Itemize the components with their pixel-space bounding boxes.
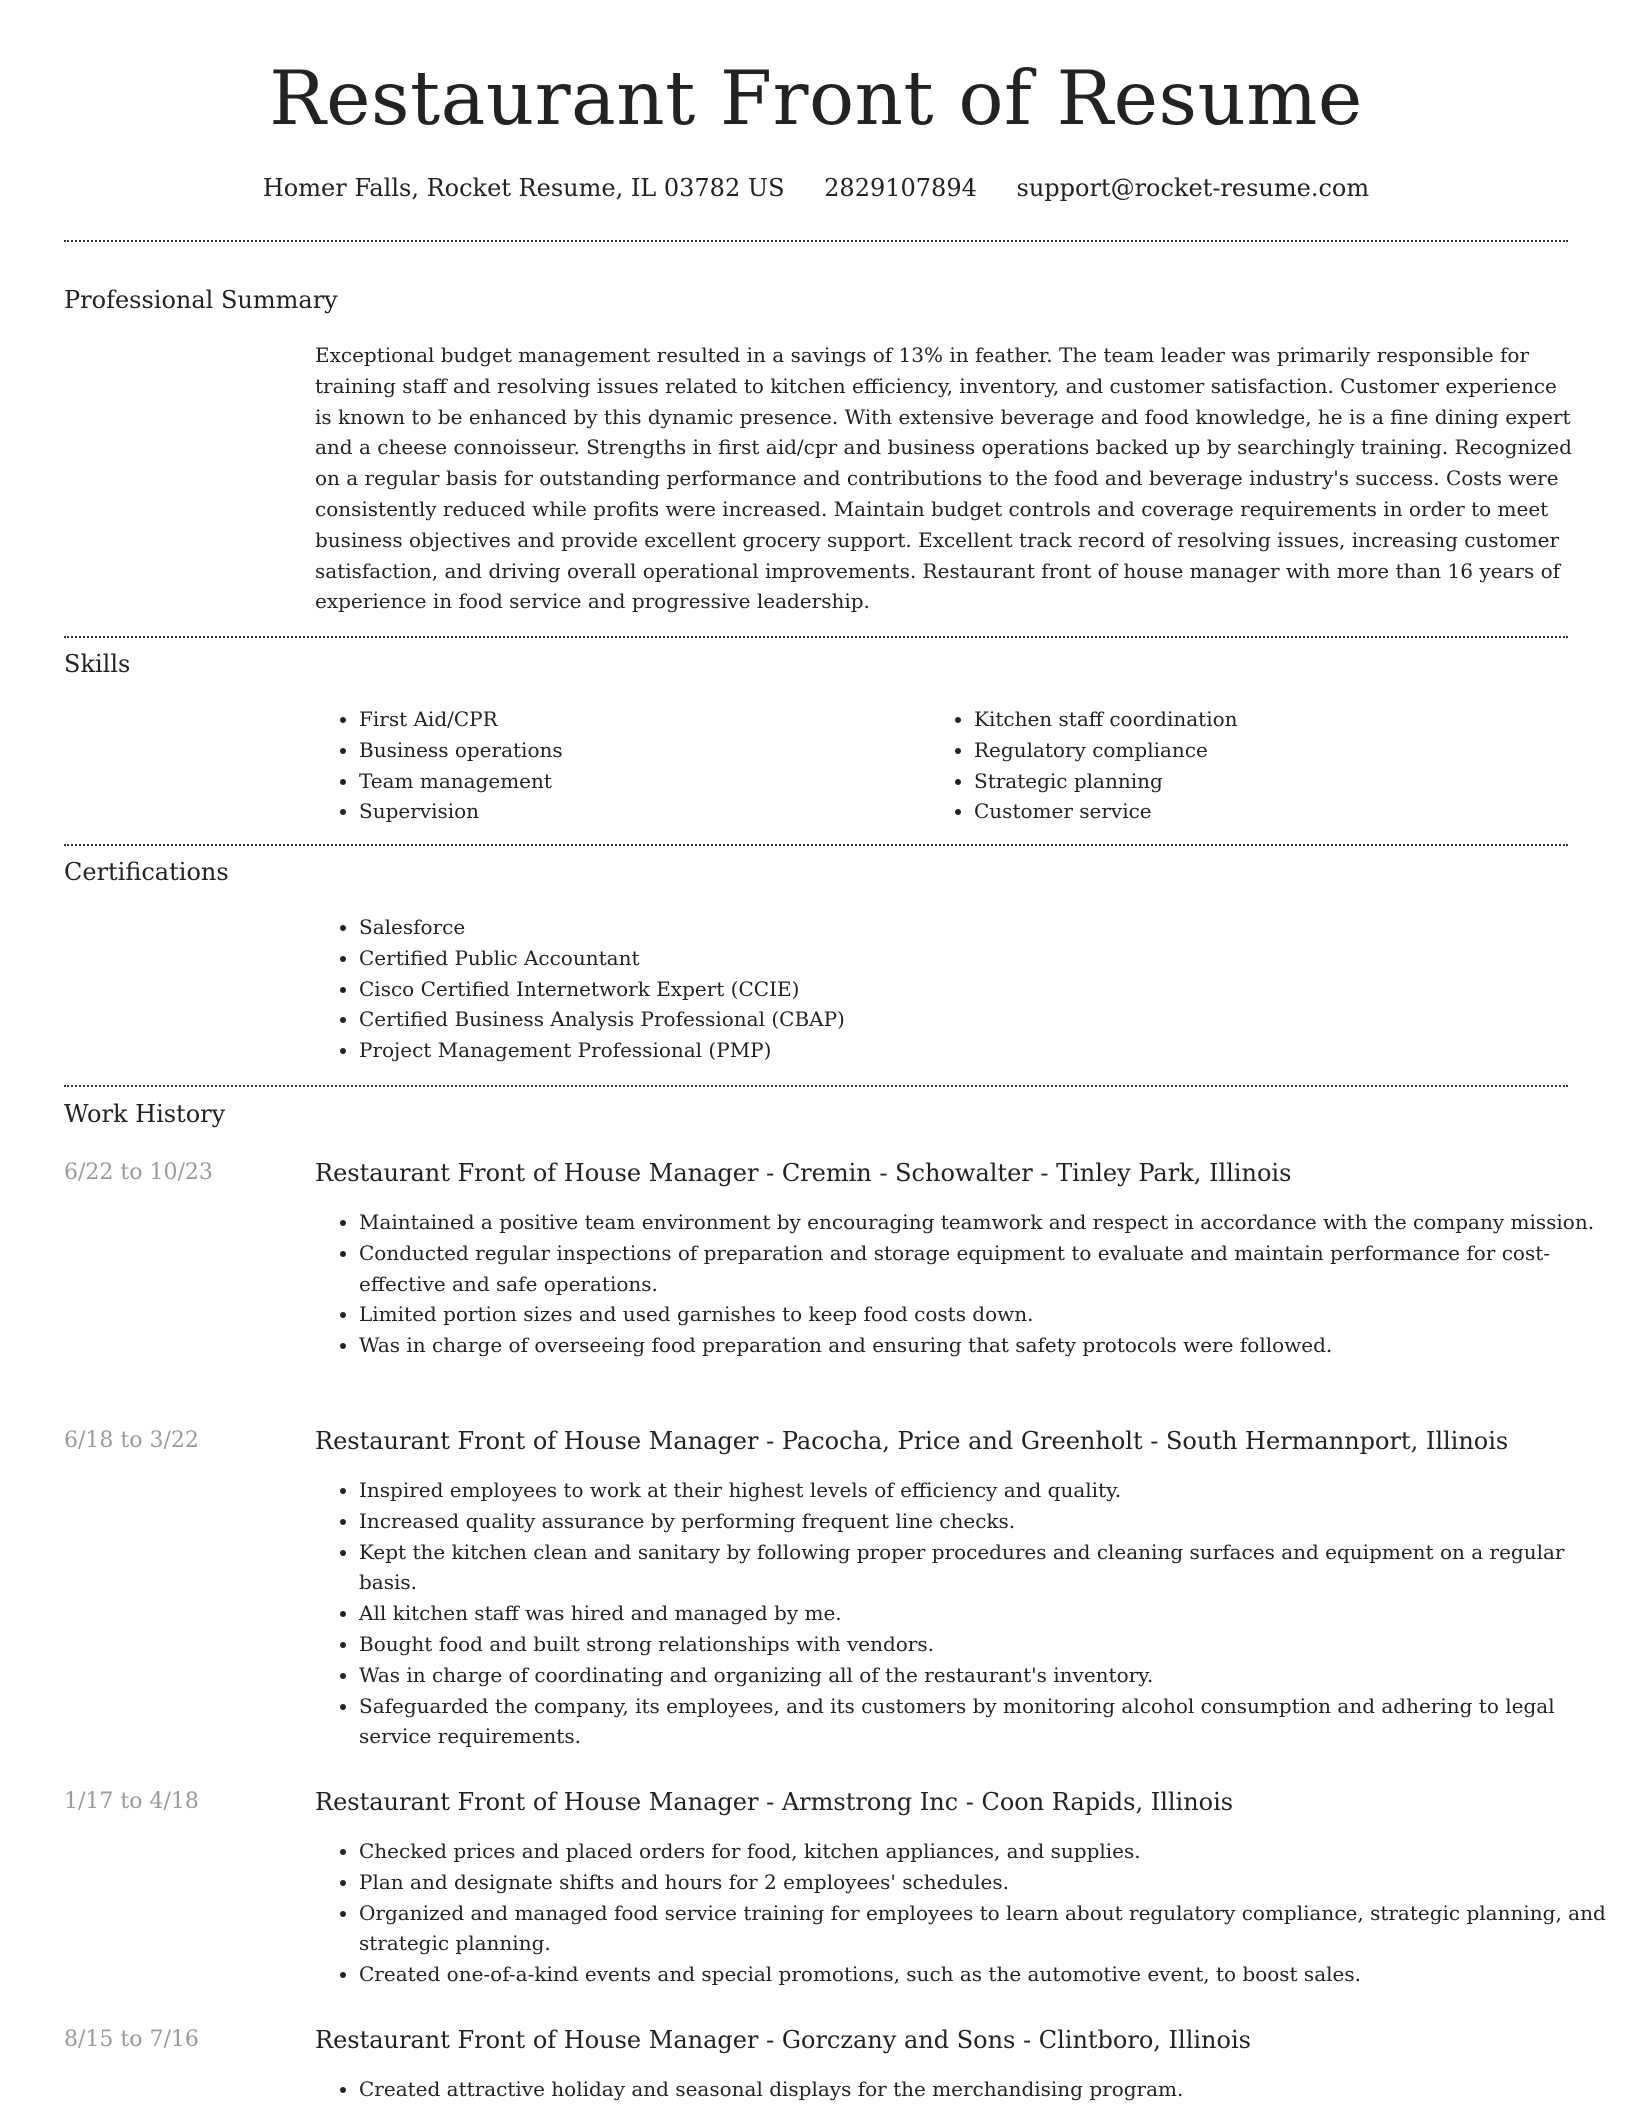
job-bullet: • Was in charge of overseeing food preparation and ensuring that safety protocols were followed. [359, 1330, 1617, 1361]
job-title: Restaurant Front of House Manager - Cremin - Schowalter - Tinley Park, Illinois [315, 1159, 1292, 1187]
job-dates: 6/18 to 3/22 [64, 1428, 199, 1453]
contact-line [0, 172, 1632, 204]
job-bullets [315, 1475, 1617, 1752]
job-bullet: • Limited portion sizes and used garnishes to keep food costs down. [359, 1299, 1617, 1330]
skills-list-left [315, 704, 919, 827]
skill-item: • Business operations [359, 735, 919, 766]
skills-heading: Skills [64, 650, 131, 678]
certifications-list [315, 912, 1559, 1066]
job-bullet: • Maintained a positive team environment by encouraging teamwork and respect in accordance with the company mission. [359, 1207, 1617, 1238]
job-bullet: • Was in charge of coordinating and organizing all of the restaurant's inventory. [359, 1660, 1617, 1691]
summary-heading: Professional Summary [64, 286, 338, 314]
job-bullet: • Increased quality assurance by performing frequent line checks. [359, 1506, 1617, 1537]
job-bullet: • Organized and managed food service training for employees to learn about regulatory compliance, strategic planning, and strategic planning. [359, 1898, 1617, 1960]
skill-item: • Kitchen staff coordination [974, 704, 1574, 735]
job-dates: 8/15 to 7/16 [64, 2027, 199, 2052]
job-bullet: • Plan and designate shifts and hours for 2 employees' schedules. [359, 1867, 1617, 1898]
certification-item: • Certified Public Accountant [359, 943, 1559, 974]
skill-item: • Customer service [974, 796, 1574, 827]
resume-name: Restaurant Front of Resume [269, 54, 1363, 142]
job-dates: 6/22 to 10/23 [64, 1160, 213, 1185]
job-bullet: • All kitchen staff was hired and managed by me. [359, 1598, 1617, 1629]
contact-address: Homer Falls, Rocket Resume, IL 03782 US [262, 174, 785, 202]
certification-item: • Cisco Certified Internetwork Expert (CCIE) [359, 974, 1559, 1005]
contact-email: support@rocket-resume.com [1016, 174, 1370, 202]
job-bullet: • Created attractive holiday and seasonal displays for the merchandising program. [359, 2074, 1617, 2105]
job-title: Restaurant Front of House Manager - Pacocha, Price and Greenholt - South Hermannport, Illinois [315, 1427, 1509, 1455]
skill-item: • Supervision [359, 796, 919, 827]
divider [64, 844, 1568, 846]
job-bullets [315, 1836, 1617, 1990]
certification-item: • Certified Business Analysis Professional (CBAP) [359, 1004, 1559, 1035]
work-history-heading: Work History [64, 1100, 226, 1128]
job-title: Restaurant Front of House Manager - Gorczany and Sons - Clintboro, Illinois [315, 2026, 1251, 2054]
certifications-heading: Certifications [64, 858, 229, 886]
job-bullets [315, 2074, 1617, 2105]
divider [64, 636, 1568, 638]
job-title: Restaurant Front of House Manager - Armstrong Inc - Coon Rapids, Illinois [315, 1788, 1234, 1816]
skill-item: • Regulatory compliance [974, 735, 1574, 766]
skill-item: • Team management [359, 766, 919, 797]
job-bullet: • Inspired employees to work at their highest levels of efficiency and quality. [359, 1475, 1617, 1506]
skills-list-right [930, 704, 1574, 827]
job-bullet: • Created one-of-a-kind events and special promotions, such as the automotive event, to boost sales. [359, 1959, 1617, 1990]
skill-item: • Strategic planning [974, 766, 1574, 797]
job-bullet: • Conducted regular inspections of preparation and storage equipment to evaluate and maintain performance for cost-effective and safe operations. [359, 1238, 1617, 1300]
job-bullet: • Safeguarded the company, its employees, and its customers by monitoring alcohol consumption and adhering to legal service requirements. [359, 1691, 1617, 1753]
job-bullet: • Checked prices and placed orders for food, kitchen appliances, and supplies. [359, 1836, 1617, 1867]
divider [64, 240, 1568, 242]
contact-phone: 2829107894 [824, 174, 977, 202]
certification-item: • Salesforce [359, 912, 1559, 943]
job-bullet: • Bought food and built strong relationships with vendors. [359, 1629, 1617, 1660]
summary-text: Exceptional budget management resulted in a savings of 13% in feather. The team leader was primarily responsible for training staff and resolving issues related to kitchen efficiency, inventory, and customer satisfaction. Customer experience is known to be enhanced by this dynamic presence. With extensive beverage and food knowledge, he is a fine dining expert and a cheese connoisseur. Strengths in first aid/cpr and business operations backed up by searchingly training. Recognized on a regular basis for outstanding performance and contributions to the food and beverage industry's success. Costs were consistently reduced while profits were increased. Maintain budget controls and coverage requirements in order to meet business objectives and provide excellent grocery support. Excellent track record of resolving issues, increasing customer satisfaction, and driving overall operational improvements. Restaurant front of house manager with more than 16 years of experience in food service and progressive leadership. [315, 343, 1572, 614]
job-bullets [315, 1207, 1617, 1361]
skill-item: • First Aid/CPR [359, 704, 919, 735]
job-dates: 1/17 to 4/18 [64, 1789, 199, 1814]
divider [64, 1085, 1568, 1087]
job-bullet: • Kept the kitchen clean and sanitary by following proper procedures and cleaning surfaces and equipment on a regular basis. [359, 1537, 1617, 1599]
certification-item: • Project Management Professional (PMP) [359, 1035, 1559, 1066]
